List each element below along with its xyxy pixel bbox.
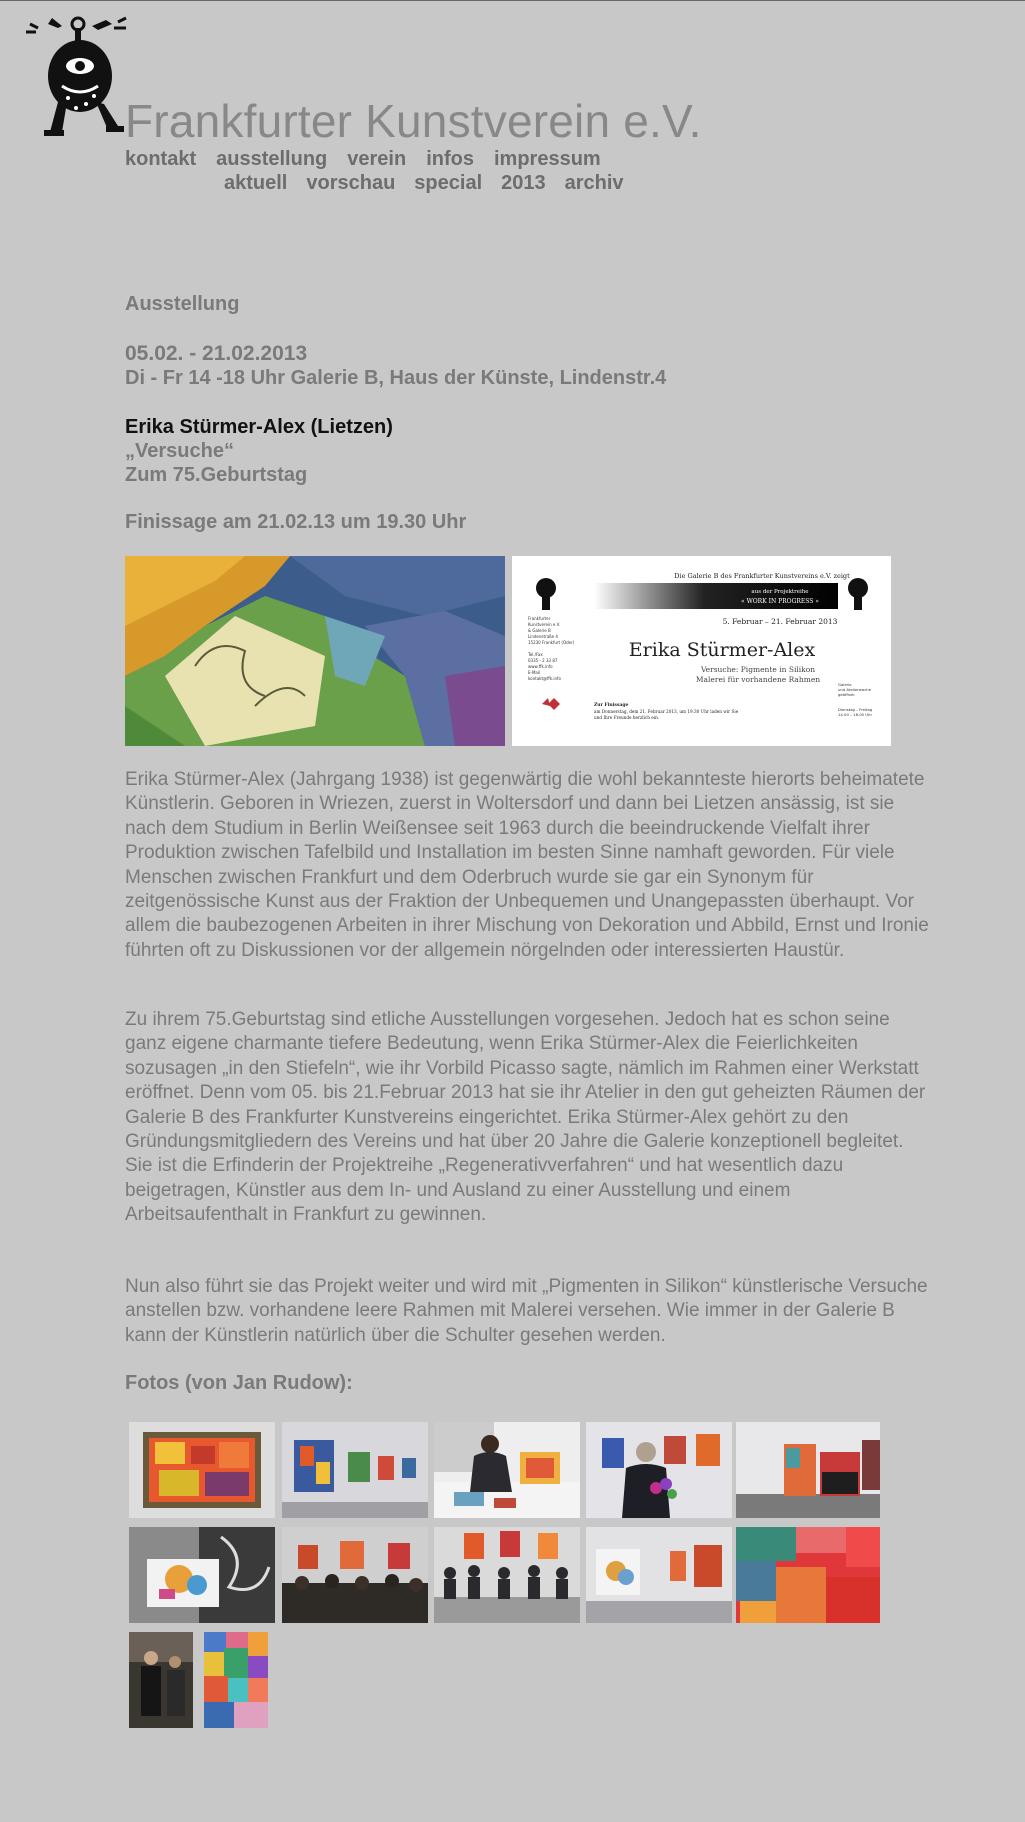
photo-thumb-1[interactable] — [129, 1422, 275, 1518]
logo-figure[interactable] — [22, 14, 130, 140]
photo-thumb-7[interactable] — [282, 1527, 428, 1623]
nav-2013[interactable]: 2013 — [501, 172, 546, 194]
inv-contact-2: www.ffk.info — [528, 664, 553, 669]
invitation-heading: Die Galerie B des Frankfurter Kunstvereins e.V. zeigt — [674, 572, 850, 580]
exhibition-header — [125, 292, 935, 533]
invitation-graphic — [512, 556, 891, 746]
photo-thumb-9[interactable] — [586, 1527, 732, 1623]
invitation-series: « WORK IN PROGRESS » — [741, 598, 819, 605]
photo-gallery-wall — [282, 1422, 428, 1518]
exhibition-place: Di - Fr 14 -18 Uhr Galerie B, Haus der Künste, Lindenstr.4 — [125, 367, 667, 389]
logo-icon — [22, 14, 130, 140]
site-title[interactable]: Frankfurter Kunstverein e.V. — [125, 95, 702, 147]
nav-vorschau[interactable]: vorschau — [306, 172, 396, 194]
inv-finissage-text2: und Ihre Freunde herzlich ein. — [594, 715, 660, 720]
nav-ausstellung[interactable]: ausstellung — [216, 148, 328, 170]
photo-thumb-6[interactable] — [129, 1527, 275, 1623]
nav-kontakt[interactable]: kontakt — [125, 148, 197, 170]
photo-gallery-room — [586, 1527, 732, 1623]
photo-thumb-2[interactable] — [282, 1422, 428, 1518]
sub-nav — [224, 172, 643, 195]
work-title: „Versuche“ — [125, 440, 234, 462]
photo-painting-closeup — [736, 1527, 880, 1623]
inv-finissage-label: Zur Finissage — [594, 703, 629, 708]
inv-contact-4: kontakt@ffk.info — [528, 676, 561, 681]
photo-thumb-10[interactable] — [736, 1527, 880, 1623]
main-nav — [125, 148, 621, 171]
inv-addr-4: 15230 Frankfurt (Oder) — [528, 640, 575, 645]
inv-hours5: 14.00 – 18.00 Uhr — [838, 712, 873, 717]
photo-visitors — [129, 1632, 193, 1728]
photo-thumb-5[interactable] — [736, 1422, 880, 1518]
inv-addr-3: Lindenstraße 4 — [528, 634, 558, 639]
project-paragraph: Nun also führt sie das Projekt weiter und wird mit „Pigmenten in Silikon“ künstlerische Versuche anstellen bzw. vorhandene leere Rahmen mit Malerei versehen. Wie immer in der Galerie B kann der Künstlerin natürlich über die Schulter gesehen werden. — [125, 1276, 928, 1346]
inv-hours2: und Atelierwoche — [838, 687, 872, 692]
photo-thumb-3[interactable] — [434, 1422, 580, 1518]
inv-contact-0: Tel./Fax — [528, 652, 543, 657]
nav-aktuell[interactable]: aktuell — [224, 172, 288, 194]
inv-hours1: Galerie — [838, 682, 852, 687]
occasion: Zum 75.Geburtstag — [125, 464, 308, 486]
photo-thumb-11[interactable] — [129, 1632, 193, 1728]
photo-audience-2 — [434, 1527, 580, 1623]
inv-addr-1: Kunstverein e.V. — [528, 622, 561, 627]
inv-contact-1: 0335 - 2 33 87 — [528, 658, 558, 663]
artist-name: Erika Stürmer-Alex (Lietzen) — [125, 416, 393, 438]
photo-canvas-stack — [129, 1527, 275, 1623]
nav-verein[interactable]: verein — [347, 148, 407, 170]
invitation-series-intro: aus der Projektreihe — [751, 589, 809, 595]
photo-artist-working — [434, 1422, 580, 1518]
nav-impressum[interactable]: impressum — [493, 148, 601, 170]
painting-graphic — [125, 556, 505, 746]
photo-framed-painting — [129, 1422, 275, 1518]
photo-thumb-12[interactable] — [204, 1632, 268, 1728]
birthday-paragraph: Zu ihrem 75.Geburtstag sind etliche Ausstellungen vorgesehen. Jedoch hat es schon seine ganz eigene charmante tiefere Bedeutung, wenn Erika Stürmer-Alex die Feierlichkeiten sozusagen „in den Stiefeln“, wie ihr Vorbild Picasso sagte, nämlich im Rahmen einer Werkstatt eröffnet. Denn vom 05. bis 21.Februar 2013 hat sie ihr Atelier in den gut geheizten Räumen der Galerie B des Frankfurter Kunstvereins eingerichtet. Erika Stürmer-Alex gehört zu den Gründungsmitgliedern des Vereins und hat über 20 Jahre die Galerie konzeptionell begleitet. Sie ist die Erfinderin der Projektreihe „Regenerativverfahren“ und hat wesentlich dazu beigetragen, Künstler aus dem In- und Ausland zu einer Ausstellung und einem Arbeitsaufenthalt in Frankfurt zu gewinnen. — [125, 1009, 926, 1226]
invitation-dates: 5. Februar – 21. Februar 2013 — [722, 617, 838, 626]
nav-special[interactable]: special — [414, 172, 483, 194]
exhibition-dates: 05.02. - 21.02.2013 — [125, 342, 308, 365]
invitation-subtitle2: Malerei für vorhandene Rahmen — [695, 675, 821, 684]
invitation-artist: Erika Stürmer-Alex — [628, 639, 816, 661]
finissage: Finissage am 21.02.13 um 19.30 Uhr — [125, 511, 467, 533]
inv-addr-2: & Galerie B — [528, 628, 551, 633]
photo-thumb-4[interactable] — [586, 1422, 732, 1518]
photo-color-blocks — [204, 1632, 268, 1728]
inv-contact-3: E-Mail — [528, 670, 541, 675]
photo-audience-1 — [282, 1527, 428, 1623]
photos-heading: Fotos (von Jan Rudow): — [125, 1372, 353, 1394]
top-border — [0, 0, 1025, 1]
nav-archiv[interactable]: archiv — [564, 172, 624, 194]
inv-hours4: Dienstag – Freitag — [838, 707, 873, 712]
photo-studio-canvases — [736, 1422, 880, 1518]
section-heading: Ausstellung — [125, 293, 240, 315]
painting-detail-image[interactable] — [125, 556, 505, 746]
nav-infos[interactable]: infos — [426, 148, 474, 170]
invitation-subtitle1: Versuche: Pigmente in Silikon — [700, 665, 816, 674]
intro-paragraph: Erika Stürmer-Alex (Jahrgang 1938) ist gegenwärtig die wohl bekannteste hierorts beheimatete Künstlerin. Geboren in Wriezen, zuerst in Woltersdorf und dann bei Lietzen ansässig, ist sie nach dem Studium in Berlin Weißensee seit 1963 durch die beeindruckende Vielfalt ihrer Produktion zwischen Tafelbild und Installation im besten Sinne namhaft geworden. Für viele Menschen zwischen Frankfurt und dem Oderbruch wurde sie gar ein Synonym für zeitgenössische Kunst aus der Fraktion der Unbequemen und Unangepassten überhaupt. Vor allem die baubezogenen Arbeiten in ihrer Mischung von Dekoration und Abbild, Ernst und Ironie führten oft zu Diskussionen vor der allgemein nörgelnden oder interessierten Haustür. — [125, 769, 929, 961]
inv-hours3: geöffnet: — [838, 692, 856, 697]
inv-addr-0: Frankfurter — [528, 616, 551, 621]
inv-finissage-text1: am Donnerstag, dem 21. Februar 2013, um 19.30 Uhr laden wir Sie — [594, 709, 739, 714]
photo-thumb-8[interactable] — [434, 1527, 580, 1623]
invitation-card[interactable] — [512, 556, 891, 746]
photo-artist-flowers — [586, 1422, 732, 1518]
